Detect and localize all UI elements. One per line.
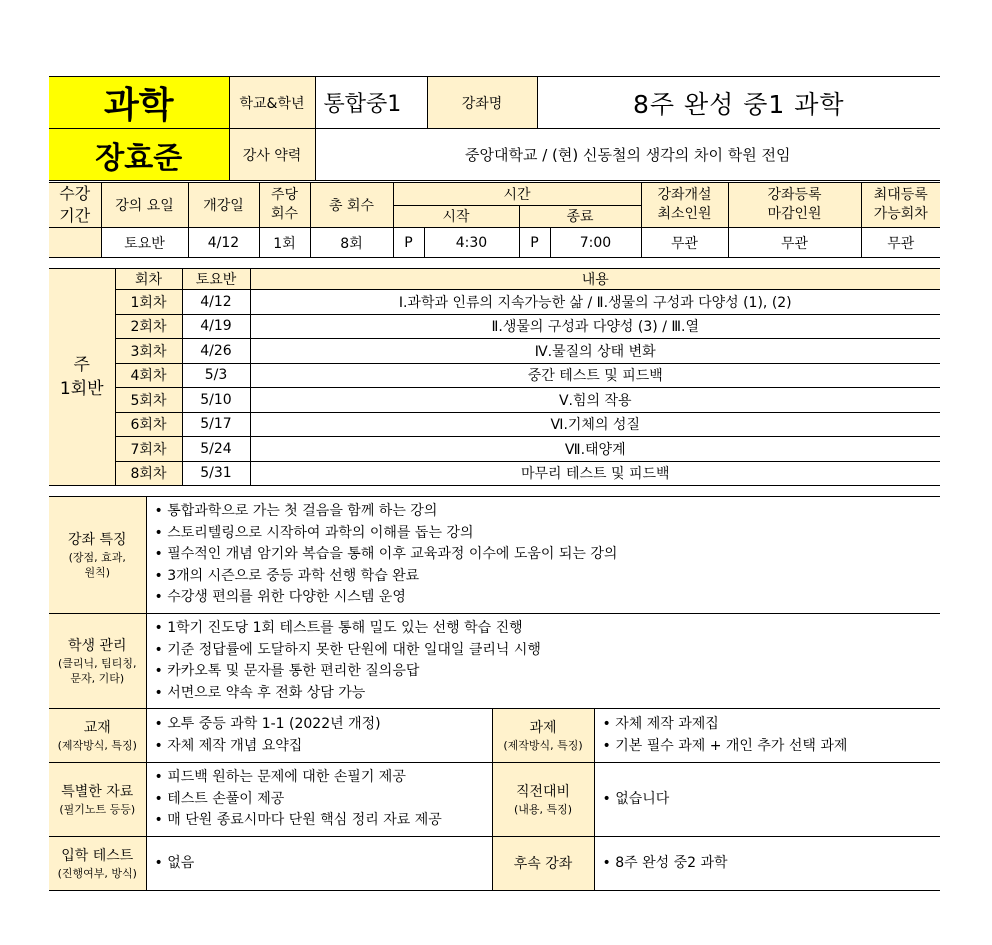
list-item: • 기본 필수 과제 + 개인 추가 선택 과제: [603, 736, 933, 758]
exam-prep-label: 직전대비 (내용, 특징): [492, 763, 594, 837]
session-cell: 4회차: [115, 363, 182, 388]
total-label: 총 회수: [310, 183, 393, 228]
list-item: • 없습니다: [603, 789, 933, 811]
career-value: 중앙대학교 / (현) 신동철의 생각의 차이 학원 전임: [315, 129, 940, 181]
start-time: 4:30: [424, 228, 519, 258]
textbook-list: [146, 709, 492, 763]
day-label: 강의 요일: [101, 183, 188, 228]
school-grade-value: 통합중1: [315, 77, 427, 129]
time-label: 시간: [393, 183, 641, 206]
list-item: • 자체 제작 과제집: [603, 714, 933, 736]
session-cell: 2회차: [115, 314, 182, 339]
entrance-label: 입학 테스트 (진행여부, 방식): [49, 837, 146, 891]
header-table: [49, 76, 940, 181]
period-label-cont: [49, 228, 101, 258]
schedule-table: [49, 182, 940, 258]
date-cell: 5/3: [182, 363, 250, 388]
col-content-header: 내용: [250, 269, 940, 290]
min-value: 무관: [641, 228, 728, 258]
max-label: 최대등록 가능회차: [861, 183, 940, 228]
list-item: • 없음: [155, 853, 484, 875]
homework-list: [594, 709, 940, 763]
list-item: • 8주 완성 중2 과학: [603, 853, 933, 875]
content-cell: 마무리 테스트 및 피드백: [250, 461, 940, 486]
curriculum-row: [49, 437, 940, 462]
date-cell: 4/26: [182, 339, 250, 364]
session-cell: 8회차: [115, 461, 182, 486]
list-item: • 1학기 진도당 1회 테스트를 통해 밀도 있는 선행 학습 진행: [155, 618, 933, 640]
list-item: • 자체 제작 개념 요약집: [155, 736, 484, 758]
curriculum-row: [49, 461, 940, 486]
date-cell: 5/31: [182, 461, 250, 486]
curriculum-row: [49, 388, 940, 413]
details-table: [49, 496, 940, 891]
close-value: 무관: [728, 228, 861, 258]
session-cell: 3회차: [115, 339, 182, 364]
curriculum-side-label: 주 1회반: [49, 269, 115, 486]
content-cell: Ⅰ.과학과 인류의 지속가능한 삶 / Ⅱ.생물의 구성과 다양성 (1), (2): [250, 290, 940, 315]
list-item: • 3개의 시즌으로 중등 과학 선행 학습 완료: [155, 566, 933, 588]
followup-list: [594, 837, 940, 891]
special-list: [146, 763, 492, 837]
curriculum-row: [49, 363, 940, 388]
time-end-label: 종료: [519, 205, 641, 228]
weekly-label: 주당 회수: [259, 183, 310, 228]
date-cell: 5/24: [182, 437, 250, 462]
content-cell: 중간 테스트 및 피드백: [250, 363, 940, 388]
course-name-label: 강좌명: [427, 77, 537, 129]
curriculum-row: [49, 314, 940, 339]
close-label: 강좌등록 마감인원: [728, 183, 861, 228]
management-label: 학생 관리 (클리닉, 팀티칭, 문자, 기타): [49, 614, 146, 709]
list-item: • 스토리텔링으로 시작하여 과학의 이해를 돕는 강의: [155, 523, 933, 545]
curriculum-row: [49, 290, 940, 315]
date-cell: 4/12: [182, 290, 250, 315]
curriculum-table: [49, 268, 940, 486]
content-cell: Ⅱ.생물의 구성과 다양성 (3) / Ⅲ.열: [250, 314, 940, 339]
date-cell: 5/17: [182, 412, 250, 437]
homework-label: 과제 (제작방식, 특징): [492, 709, 594, 763]
list-item: • 서면으로 약속 후 전화 상담 가능: [155, 683, 933, 705]
day-value: 토요반: [101, 228, 188, 258]
features-list: [146, 497, 940, 614]
list-item: • 필수적인 개념 암기와 복습을 통해 이후 교육과정 이수에 도움이 되는 강의: [155, 544, 933, 566]
career-label: 강사 약력: [229, 129, 315, 181]
list-item: • 오투 중등 과학 1-1 (2022년 개정): [155, 714, 484, 736]
subject-title: 과학: [49, 77, 229, 129]
textbook-label: 교재 (제작방식, 특징): [49, 709, 146, 763]
col-day-header: 토요반: [182, 269, 250, 290]
session-cell: 7회차: [115, 437, 182, 462]
start-date-value: 4/12: [188, 228, 259, 258]
date-cell: 4/19: [182, 314, 250, 339]
total-value: 8회: [310, 228, 393, 258]
exam-prep-list: [594, 763, 940, 837]
course-name-value: 8주 완성 중1 과학: [537, 77, 940, 129]
period-label: 수강 기간: [49, 183, 101, 228]
date-cell: 5/10: [182, 388, 250, 413]
curriculum-row: [49, 412, 940, 437]
end-time: 7:00: [550, 228, 641, 258]
entrance-list: [146, 837, 492, 891]
features-label: 강좌 특징 (장점, 효과, 원칙): [49, 497, 146, 614]
time-start-label: 시작: [393, 205, 519, 228]
content-cell: Ⅳ.물질의 상태 변화: [250, 339, 940, 364]
weekly-value: 1회: [259, 228, 310, 258]
start-ampm: P: [393, 228, 424, 258]
col-session-header: 회차: [115, 269, 182, 290]
start-date-label: 개강일: [188, 183, 259, 228]
list-item: • 수강생 편의를 위한 다양한 시스템 운영: [155, 587, 933, 609]
list-item: • 피드백 원하는 문제에 대한 손필기 제공: [155, 767, 484, 789]
content-cell: Ⅶ.태양계: [250, 437, 940, 462]
min-label: 강좌개설 최소인원: [641, 183, 728, 228]
management-list: [146, 614, 940, 709]
session-cell: 1회차: [115, 290, 182, 315]
curriculum-row: [49, 339, 940, 364]
content-cell: Ⅴ.힘의 작용: [250, 388, 940, 413]
list-item: • 매 단원 종료시마다 단원 핵심 정리 자료 제공: [155, 810, 484, 832]
special-label: 특별한 자료 (필기노트 등등): [49, 763, 146, 837]
session-cell: 6회차: [115, 412, 182, 437]
end-ampm: P: [519, 228, 550, 258]
session-cell: 5회차: [115, 388, 182, 413]
content-cell: Ⅵ.기체의 성질: [250, 412, 940, 437]
max-value: 무관: [861, 228, 940, 258]
school-grade-label: 학교&학년: [229, 77, 315, 129]
list-item: • 기준 정답률에 도달하지 못한 단원에 대한 일대일 클리닉 시행: [155, 640, 933, 662]
followup-label: 후속 강좌: [492, 837, 594, 891]
list-item: • 카카오톡 및 문자를 통한 편리한 질의응답: [155, 661, 933, 683]
list-item: • 테스트 손풀이 제공: [155, 789, 484, 811]
list-item: • 통합과학으로 가는 첫 걸음을 함께 하는 강의: [155, 501, 933, 523]
teacher-name: 장효준: [49, 129, 229, 181]
